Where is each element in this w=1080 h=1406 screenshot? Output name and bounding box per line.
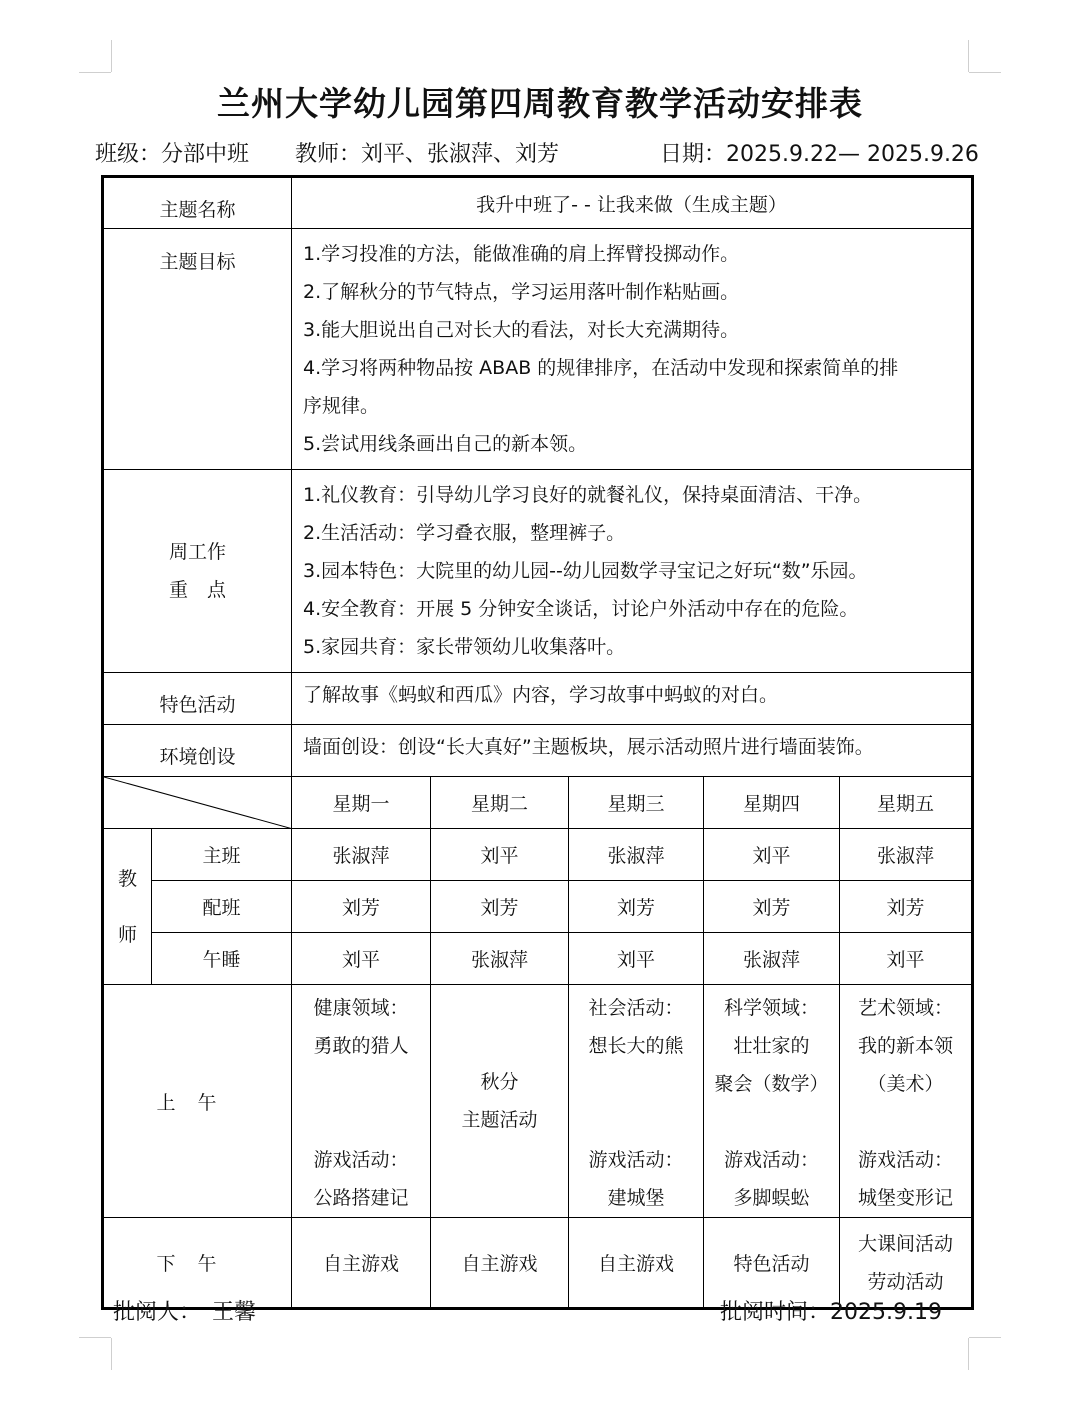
date-info: 日期：2025.9.22— 2025.9.26 [660,142,979,167]
weekly-item: 1.礼仪教育：引导幼儿学习良好的就餐礼仪，保持桌面清洁、干净。 [303,484,873,506]
activity-line: 游戏活动： [588,1149,684,1171]
theme-name-value: 我升中班了- - 让我来做（生成主题） [292,177,973,229]
theme-goals-list [292,229,973,470]
environment-row [103,725,973,777]
weekly-item: 3.园本特色：大院里的幼儿园--幼儿园数学寻宝记之好玩“数”乐园。 [303,560,868,582]
goal-item: 2.了解秋分的节气特点，学习运用落叶制作粘贴画。 [303,281,740,303]
day-friday: 星期五 [840,777,973,829]
goal-item: 4.学习将两种物品按 ABAB 的规律排序，在活动中发现和探索简单的排 [303,357,899,379]
morning-tuesday [431,985,569,1218]
weekly-focus-list [292,470,973,673]
activity-line: 公路搭建记 [313,1187,409,1209]
activity-line: 艺术领域： [858,997,954,1019]
day-thursday: 星期四 [704,777,840,829]
morning-friday [840,985,973,1218]
activity-line: 建城堡 [607,1187,665,1209]
morning-row [103,985,973,1218]
role-main: 主班 [152,829,292,881]
theme-name-label: 主题名称 [103,177,292,229]
crop-mark [79,72,111,73]
teacher-cell: 刘芳 [704,881,840,933]
teacher-cell: 张淑萍 [292,829,431,881]
special-activity-label: 特色活动 [103,673,292,725]
goal-item: 3.能大胆说出自己对长大的看法，对长大充满期待。 [303,319,740,341]
activity-line: （美术） [867,1073,944,1095]
environment-value: 墙面创设：创设“长大真好”主题板块，展示活动照片进行墙面装饰。 [292,725,973,777]
activity-line: 游戏活动： [724,1149,820,1171]
teacher-label-char: 师 [117,923,137,946]
teacher-row-assist [103,881,973,933]
goal-item: 序规律。 [303,395,380,417]
teacher-cell: 张淑萍 [569,829,704,881]
activity-line: 主题活动 [461,1109,538,1131]
goal-item: 1.学习投准的方法，能做准确的肩上挥臂投掷动作。 [303,243,740,265]
activity-line: 游戏活动： [313,1149,409,1171]
afternoon-label: 下午 [103,1218,292,1309]
weekday-header-row [103,777,973,829]
morning-wednesday [569,985,704,1218]
special-activity-row [103,673,973,725]
activity-line: 科学领域： [724,997,820,1019]
teachers-info: 教师：刘平、张淑萍、刘芳 [295,142,560,167]
teacher-group-label [103,829,152,985]
crop-mark [111,1338,112,1370]
teacher-cell: 张淑萍 [840,829,973,881]
morning-thursday [704,985,840,1218]
afternoon-cell: 自主游戏 [292,1218,431,1309]
afternoon-cell: 自主游戏 [431,1218,569,1309]
special-activity-value: 了解故事《蚂蚁和西瓜》内容，学习故事中蚂蚁的对白。 [292,673,973,725]
activity-line: 壮壮家的 [733,1035,810,1057]
teacher-cell: 刘平 [431,829,569,881]
activity-line: 多脚蜈蚣 [733,1187,810,1209]
day-monday: 星期一 [292,777,431,829]
teacher-cell: 刘芳 [840,881,973,933]
activity-line: 劳动活动 [867,1270,944,1293]
theme-goals-row [103,229,973,470]
theme-goals-label: 主题目标 [103,229,292,470]
weekly-item: 4.安全教育：开展 5 分钟安全谈话，讨论户外活动中存在的危险。 [303,598,859,620]
crop-mark [969,72,1001,73]
schedule-table [101,175,974,1310]
role-assist: 配班 [152,881,292,933]
activity-line: 健康领域： [313,997,409,1019]
afternoon-cell: 特色活动 [704,1218,840,1309]
diagonal-header-cell [103,777,292,829]
activity-line: 聚会（数学） [714,1073,829,1095]
weekly-label-line: 重 点 [169,579,227,601]
crop-mark [969,1337,1001,1338]
teacher-cell: 刘芳 [569,881,704,933]
page-title: 兰州大学幼儿园第四周教育教学活动安排表 [217,84,863,123]
activity-line: 我的新本领 [858,1035,954,1057]
weekly-label-line: 周工作 [169,541,227,563]
activity-line: 大课间活动 [858,1232,954,1255]
theme-name-row [103,177,973,229]
teacher-row-nap [103,933,973,985]
day-wednesday: 星期三 [569,777,704,829]
teacher-cell: 张淑萍 [431,933,569,985]
teacher-cell: 刘平 [292,933,431,985]
teacher-cell: 刘平 [840,933,973,985]
weekly-focus-row [103,470,973,673]
activity-line: 勇敢的猎人 [313,1035,409,1057]
info-line [95,137,979,171]
crop-mark [79,1337,111,1338]
activity-line: 想长大的熊 [588,1035,684,1057]
role-nap: 午睡 [152,933,292,985]
crop-mark [968,1338,969,1370]
teacher-label-char: 教 [117,867,137,890]
weekly-item: 2.生活活动：学习叠衣服，整理裤子。 [303,522,626,544]
weekly-focus-label [103,470,292,673]
crop-mark [111,40,112,72]
teacher-cell: 刘芳 [431,881,569,933]
activity-line: 秋分 [480,1071,519,1093]
environment-label: 环境创设 [103,725,292,777]
reviewer: 批阅人： 王馨 [113,1300,257,1325]
crop-mark [968,40,969,72]
day-tuesday: 星期二 [431,777,569,829]
class-info: 班级：分部中班 [95,142,250,167]
morning-monday [292,985,431,1218]
teacher-row-main [103,829,973,881]
morning-label: 上午 [103,985,292,1218]
teacher-cell: 刘平 [704,829,840,881]
afternoon-cell: 自主游戏 [569,1218,704,1309]
review-time: 批阅时间：2025.9.19 [720,1300,942,1325]
activity-line: 城堡变形记 [858,1187,954,1209]
diagonal-line [104,777,293,829]
teacher-cell: 刘芳 [292,881,431,933]
weekly-item: 5.家园共育：家长带领幼儿收集落叶。 [303,636,626,658]
teacher-cell: 刘平 [569,933,704,985]
goal-item: 5.尝试用线条画出自己的新本领。 [303,433,588,455]
activity-line: 游戏活动： [858,1149,954,1171]
activity-line: 社会活动： [588,997,684,1019]
teacher-cell: 张淑萍 [704,933,840,985]
